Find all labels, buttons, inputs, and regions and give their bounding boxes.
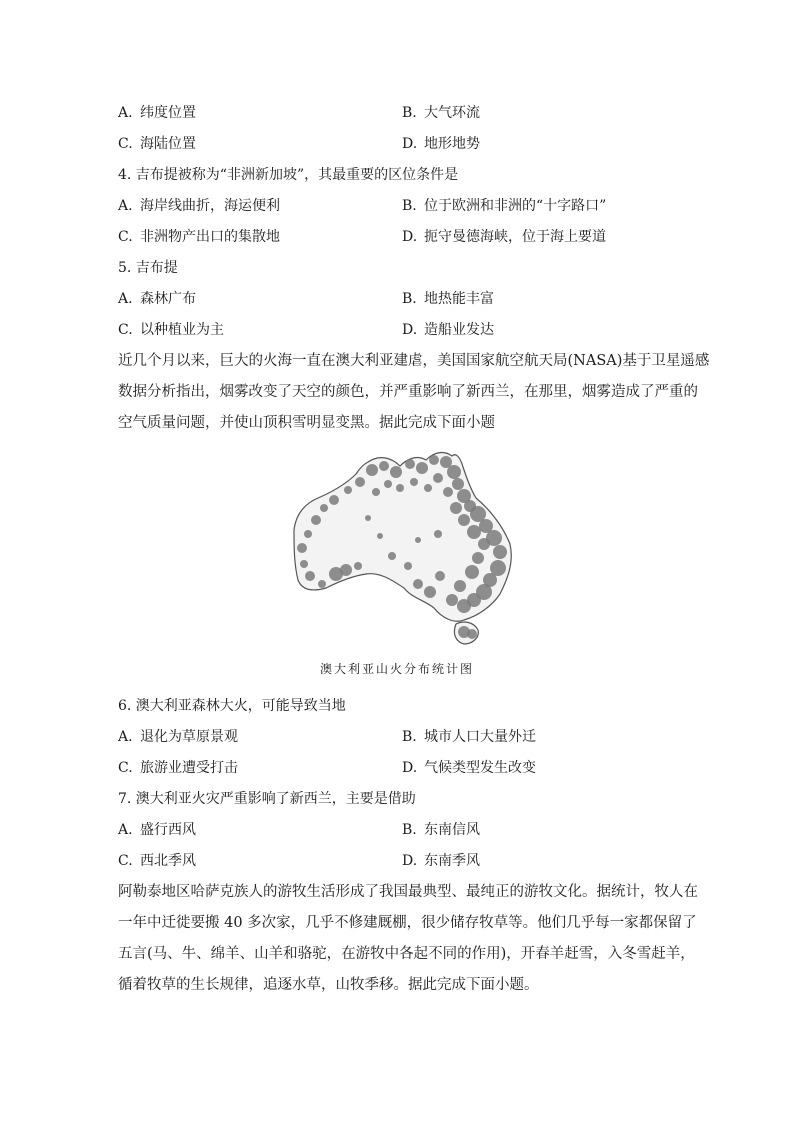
fire-dot	[472, 552, 484, 564]
passage1-line-3: 空气质量问题，并使山顶积雪明显变黑。据此完成下面小题	[118, 415, 495, 431]
q6-option-d: D. 气候类型发生改变	[402, 760, 536, 776]
fire-dot	[424, 586, 436, 598]
fire-dot	[311, 515, 321, 525]
fire-dot	[329, 495, 339, 505]
fire-dot	[415, 537, 421, 543]
fire-dot	[447, 465, 461, 479]
q6-stem: 6. 澳大利亚森林大火，可能导致当地	[118, 698, 346, 714]
q6-option-b: B. 城市人口大量外迁	[402, 729, 536, 745]
q6-option-c: C. 旅游业遭受打击	[118, 760, 238, 776]
q5-option-d: D. 造船业发达	[402, 322, 494, 338]
q4-option-b: B. 位于欧洲和非洲的“十字路口”	[402, 198, 607, 214]
fire-dot	[405, 459, 415, 469]
fire-dot	[297, 543, 307, 553]
q3-option-d: D. 地形地势	[402, 136, 480, 152]
q7-option-d: D. 东南季风	[402, 853, 480, 869]
fire-dot	[413, 579, 423, 589]
q6-option-a: A. 退化为草原景观	[118, 729, 238, 745]
fire-dot	[320, 504, 328, 512]
q4-option-d: D. 扼守曼德海峡，位于海上要道	[402, 229, 606, 245]
passage2-line-3: 五言(马、牛、绵羊、山羊和骆驼，在游牧中各起不同的作用)，开春羊赶雪，入冬雪赶羊，	[118, 946, 695, 962]
q3-option-c: C. 海陆位置	[118, 136, 196, 152]
fire-dot	[458, 514, 470, 526]
q5-stem: 5. 吉布提	[118, 260, 178, 276]
fire-dot	[478, 538, 490, 550]
q7-option-c: C. 西北季风	[118, 853, 196, 869]
australia-fire-map	[288, 448, 518, 648]
fire-dot	[304, 530, 312, 538]
fire-dot	[384, 480, 392, 488]
passage1-line-1: 近几个月以来，巨大的火海一直在澳大利亚建虐，美国国家航空航天局(NASA)基于卫星遥感	[118, 353, 710, 369]
fire-dot	[454, 580, 466, 592]
fire-dot	[340, 564, 352, 576]
fire-dot	[377, 533, 383, 539]
fire-dot	[467, 525, 481, 539]
passage1-line-2: 数据分析指出，烟雾改变了天空的颜色，并严重影响了新西兰，在那里，烟雾造成了严重的	[118, 384, 698, 400]
fire-dot	[450, 502, 462, 514]
fire-dot	[390, 466, 402, 478]
fire-dot	[410, 478, 418, 486]
fire-dot	[457, 599, 471, 613]
q7-option-a: A. 盛行西风	[118, 822, 196, 838]
q3-option-a: A. 纬度位置	[118, 105, 196, 121]
fire-dot	[452, 478, 464, 490]
fire-dot	[300, 560, 308, 568]
q5-option-b: B. 地热能丰富	[402, 291, 494, 307]
q5-option-a: A. 森林广布	[118, 291, 196, 307]
q4-stem: 4. 吉布提被称为“非洲新加坡”，其最重要的区位条件是	[118, 167, 459, 183]
passage2-line-1: 阿勒泰地区哈萨克族人的游牧生活形成了我国最典型、最纯正的游牧文化。据统计，牧人在	[118, 884, 698, 900]
fire-dot	[366, 464, 378, 476]
fire-dot	[493, 545, 507, 559]
fire-dot	[435, 571, 445, 581]
fire-dot	[429, 455, 439, 465]
fire-dot	[365, 515, 371, 521]
q3-option-b: B. 大气环流	[402, 105, 480, 121]
fire-dot	[379, 461, 389, 471]
passage2-line-2: 一年中迁徙要搬 40 多次家，几乎不修建厩棚，很少储存牧草等。他们几乎每一家都保留了	[118, 915, 697, 931]
fire-dot	[344, 486, 352, 494]
fire-dot	[416, 462, 428, 474]
fire-dot	[424, 484, 432, 492]
fire-dot	[318, 580, 326, 588]
fire-dot	[433, 473, 443, 483]
q7-stem: 7. 澳大利亚火灾严重影响了新西兰，主要是借助	[118, 791, 416, 807]
fire-dot	[443, 487, 453, 497]
fire-dot	[434, 530, 442, 538]
fire-dot	[354, 562, 362, 570]
figure-caption: 澳大利亚山火分布统计图	[319, 662, 474, 676]
fire-dot	[465, 565, 479, 579]
fire-dot	[446, 594, 458, 606]
fire-dot	[404, 562, 412, 570]
passage2-line-4: 循着牧草的生长规律，追逐水草，山牧季移。据此完成下面小题。	[118, 977, 539, 993]
fire-dot	[396, 484, 404, 492]
q4-option-a: A. 海岸线曲折，海运便利	[118, 198, 280, 214]
fire-dot	[388, 552, 396, 560]
q7-option-b: B. 东南信风	[402, 822, 480, 838]
q5-option-c: C. 以种植业为主	[118, 322, 224, 338]
fire-dot	[467, 629, 477, 639]
fire-dot	[372, 488, 380, 496]
fire-dot	[305, 571, 315, 581]
fire-dot	[355, 477, 365, 487]
q4-option-c: C. 非洲物产出口的集散地	[118, 229, 280, 245]
